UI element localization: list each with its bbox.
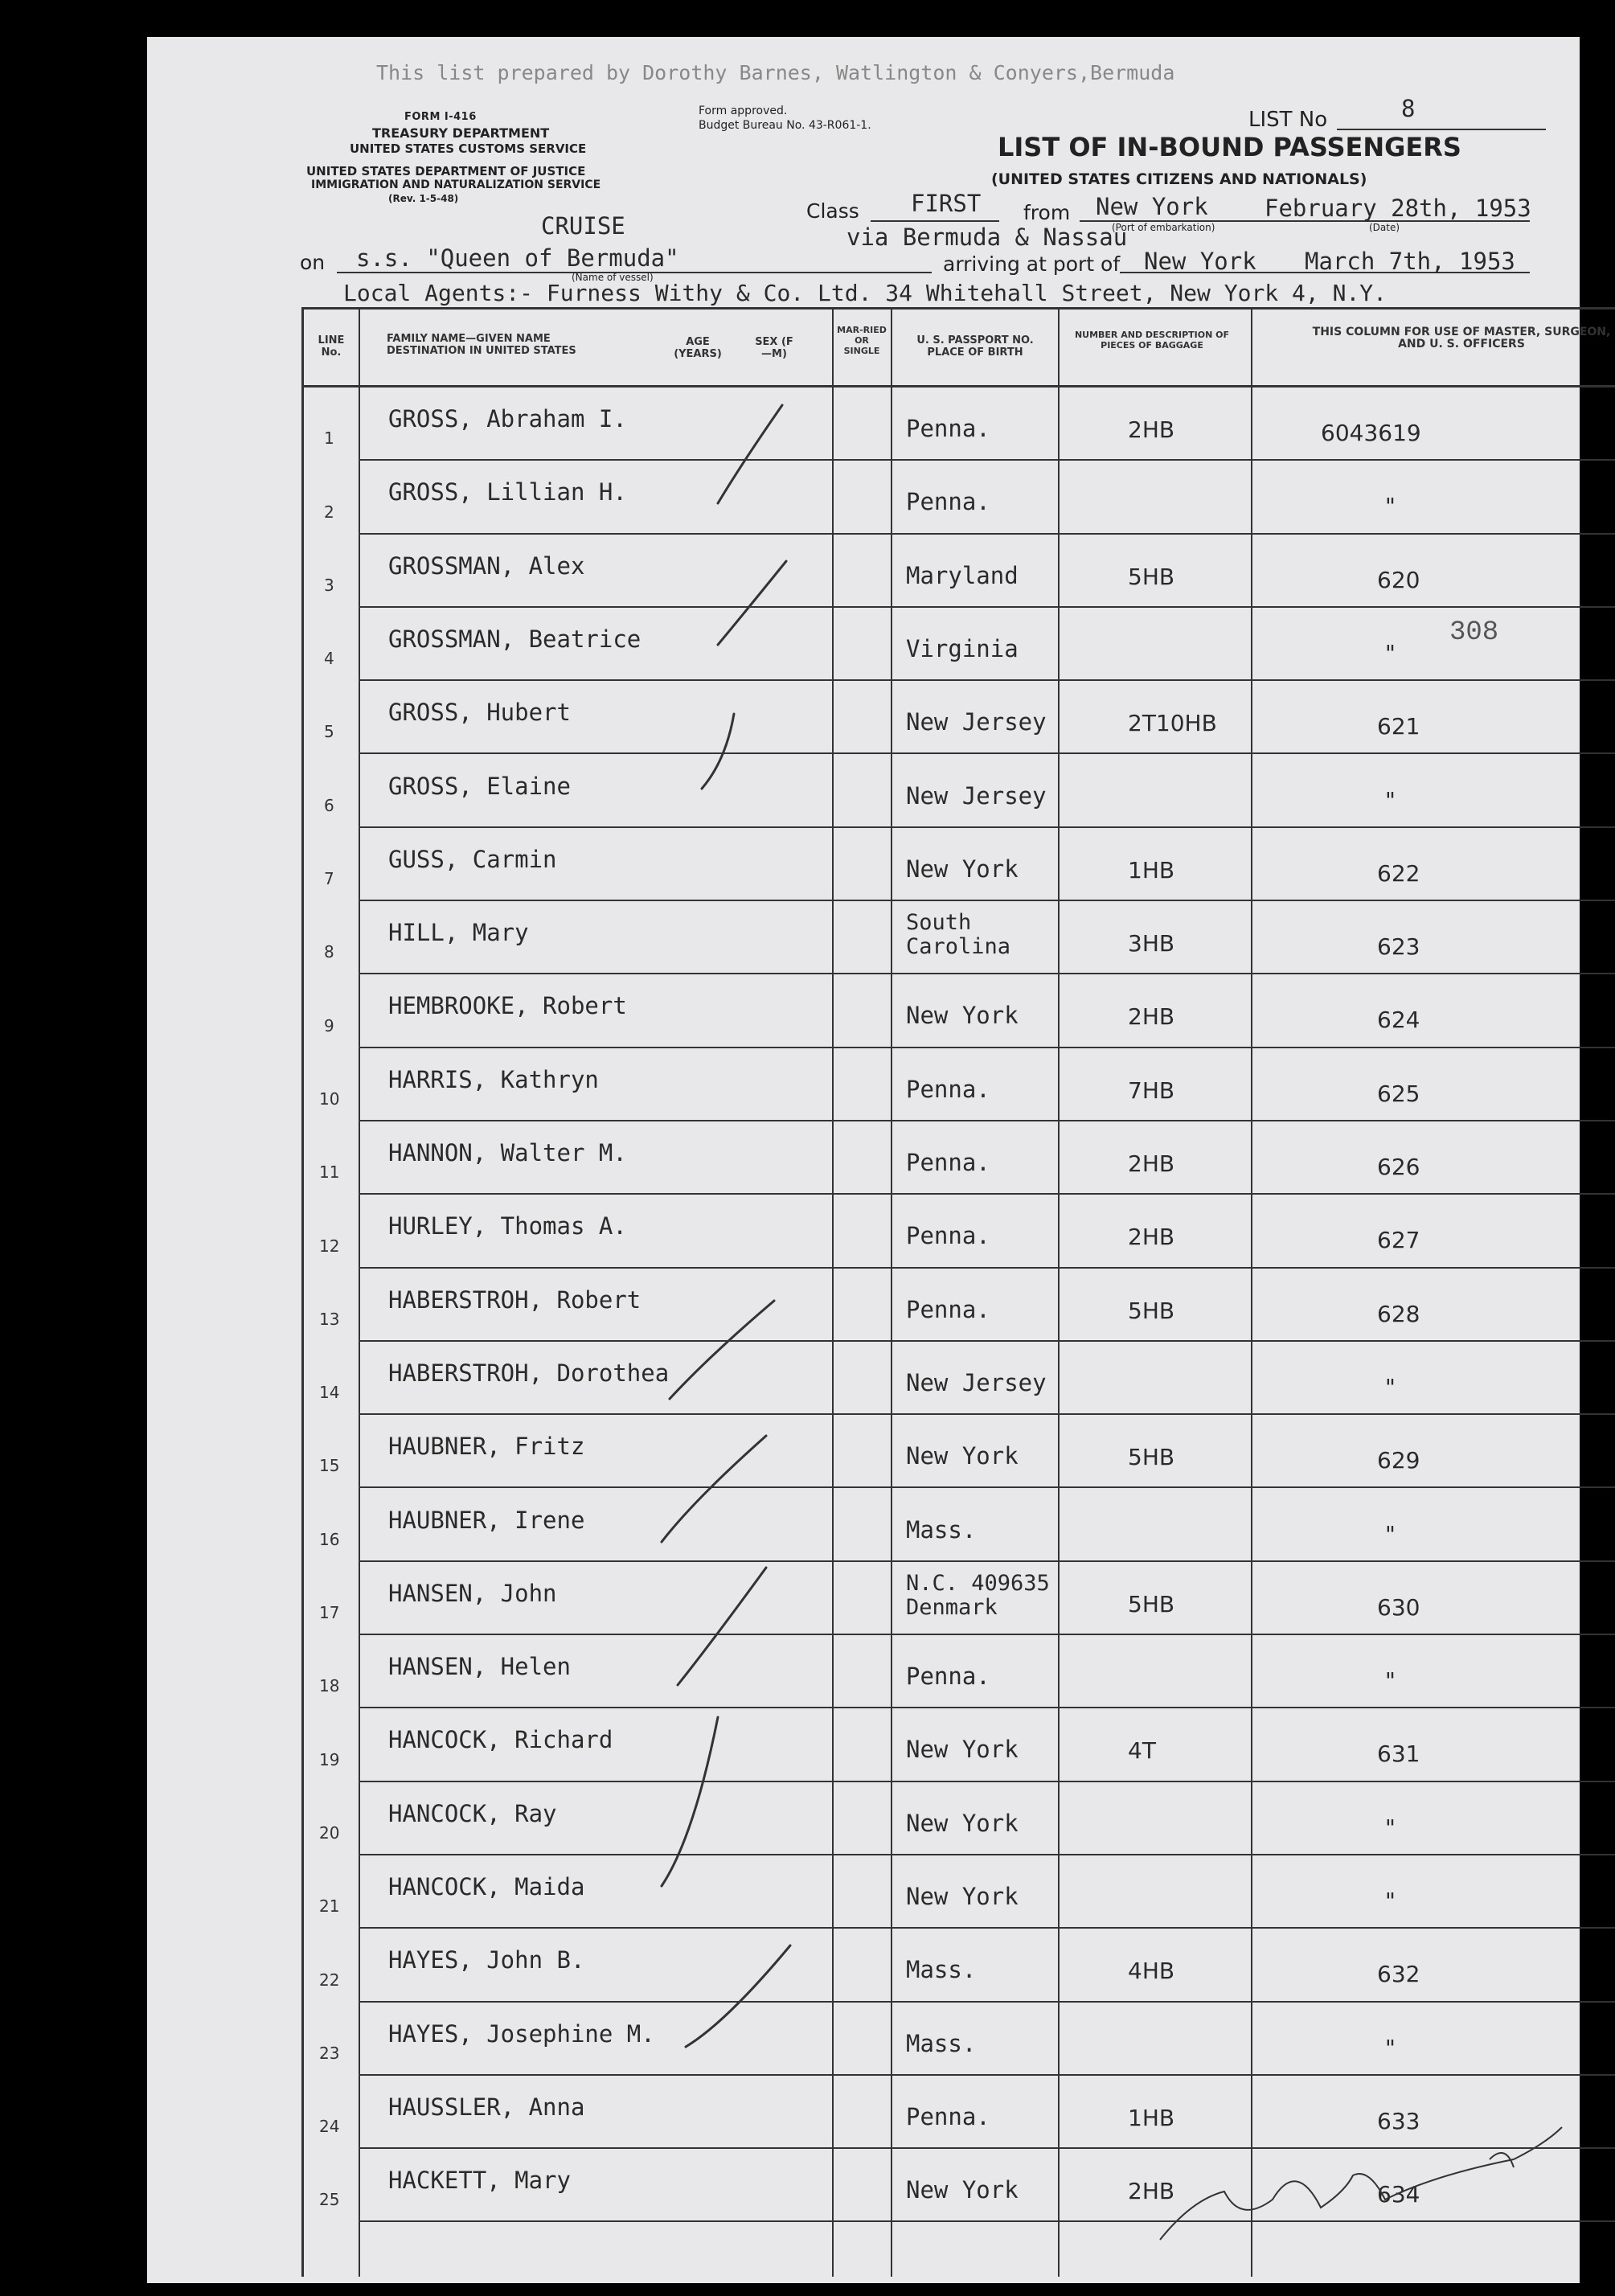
line-number: 23 [319, 2043, 340, 2063]
vessel-name: s.s. "Queen of Bermuda" [356, 244, 679, 272]
line-number: 2 [324, 502, 334, 522]
officer-entry: " [1385, 639, 1396, 666]
place-of-birth: New York [906, 1809, 1019, 1837]
passenger-name: HANCOCK, Richard [388, 1726, 613, 1754]
place-of-birth: New York [906, 1002, 1019, 1030]
class-label: Class [806, 199, 859, 223]
passenger-name: HANCOCK, Ray [388, 1799, 557, 1827]
place-of-birth: New York [906, 1883, 1019, 1910]
line-number: 10 [319, 1089, 340, 1109]
passenger-name: GROSS, Elaine [388, 772, 571, 800]
officer-entry: 622 [1377, 859, 1420, 887]
place-of-birth: Penna. [906, 1075, 990, 1103]
officer-entry: 629 [1377, 1447, 1420, 1474]
passenger-name: HANNON, Walter M. [388, 1139, 627, 1166]
officer-entry: " [1385, 2034, 1396, 2061]
line-number: 25 [319, 2190, 340, 2210]
baggage: 1HB [1128, 856, 1175, 884]
manifest-page [147, 37, 1611, 2283]
from-date: February 28th, 1953 [1265, 195, 1531, 222]
table-row [147, 1489, 1580, 1562]
vessel-caption: (Name of vessel) [572, 272, 654, 283]
place-of-birth: New Jersey [906, 1368, 1047, 1396]
passenger-name: HAUBNER, Irene [388, 1506, 585, 1534]
passenger-name: HACKETT, Mary [388, 2167, 571, 2195]
line-number: 5 [324, 722, 334, 742]
place-of-birth: New Jersey [906, 781, 1047, 810]
officer-entry: 6043619 [1321, 420, 1421, 446]
place-of-birth: Penna. [906, 1295, 990, 1323]
line-number: 12 [319, 1236, 340, 1256]
table-row [147, 755, 1580, 828]
line-number: 6 [324, 795, 334, 815]
baggage: 5HB [1128, 1590, 1175, 1617]
document-subtitle: (UNITED STATES CITIZENS AND NATIONALS) [991, 170, 1367, 188]
passenger-name: HAYES, John B. [388, 1946, 585, 1974]
officer-entry: " [1385, 493, 1396, 520]
arrival-date: March 7th, 1953 [1305, 248, 1515, 275]
officer-entry: 621 [1377, 713, 1420, 740]
table-row [147, 1195, 1580, 1268]
officer-entry: " [1385, 1520, 1396, 1548]
on-label: on [300, 251, 326, 274]
document-title: LIST OF IN-BOUND PASSENGERS [998, 132, 1461, 162]
list-no-label: LIST No [1248, 108, 1328, 132]
place-of-birth: N.C. 409635 Denmark [906, 1570, 1050, 1620]
table-top-border [301, 307, 1615, 310]
baggage: 5HB [1128, 1444, 1175, 1471]
passenger-name: HANSEN, John [388, 1579, 557, 1607]
line-number: 1 [324, 428, 334, 449]
place-of-birth: Mass. [906, 2029, 977, 2057]
table-row [147, 1929, 1580, 2002]
baggage: 2HB [1128, 1150, 1175, 1177]
officer-entry: 631 [1377, 1740, 1420, 1768]
place-of-birth: Penna. [906, 2102, 990, 2130]
table-row [147, 1708, 1580, 1781]
local-agents: Local Agents:- Furness Withy & Co. Ltd. 34 Whitehall Street, New York 4, N.Y. [343, 280, 1388, 306]
place-of-birth: Mass. [906, 1956, 977, 1984]
column-header-passport: U. S. PASSPORT NO. PLACE OF BIRTH [916, 334, 1034, 359]
line-number: 14 [319, 1383, 340, 1403]
officer-entry: 630 [1377, 1593, 1420, 1621]
passenger-name: HILL, Mary [388, 919, 529, 947]
line-number: 19 [319, 1749, 340, 1769]
passenger-name: HANSEN, Helen [388, 1653, 571, 1681]
place-of-birth: Penna. [906, 415, 990, 442]
passenger-name: GUSS, Carmin [388, 845, 557, 873]
class-underline [871, 220, 999, 222]
table-row [147, 1562, 1580, 1635]
line-number: 3 [324, 575, 334, 595]
from-port: New York [1096, 193, 1208, 220]
column-header-officers: THIS COLUMN FOR USE OF MASTER, SURGEON, AND U. S. OFFICERS [1312, 326, 1611, 351]
place-of-birth: South Carolina [906, 910, 1011, 960]
line-number: 11 [319, 1162, 340, 1183]
passenger-name: HABERSTROH, Dorothea [388, 1359, 670, 1387]
officer-entry: 627 [1377, 1227, 1420, 1254]
baggage: 4HB [1128, 1958, 1175, 1985]
list-no-underline [1337, 129, 1546, 130]
table-row [147, 387, 1580, 461]
table-row [147, 1048, 1580, 1121]
place-of-birth: New York [906, 1442, 1019, 1470]
column-header-age: AGE (YEARS) [674, 336, 722, 360]
arriving-label: arriving at port of [943, 252, 1121, 276]
passenger-name: HAUSSLER, Anna [388, 2093, 585, 2121]
officer-entry: 620 [1377, 566, 1420, 593]
customs-service: UNITED STATES CUSTOMS SERVICE [350, 141, 587, 156]
baggage: 2HB [1128, 1224, 1175, 1251]
baggage: 2HB [1128, 1003, 1175, 1031]
baggage: 7HB [1128, 1076, 1175, 1104]
port-caption: (Port of embarkation) [1112, 222, 1215, 233]
table-row [147, 1855, 1580, 1929]
table-row [147, 828, 1580, 901]
passenger-name: HARRIS, Kathryn [388, 1065, 599, 1093]
baggage: 4T [1128, 1737, 1156, 1765]
row4-annotation: 308 [1449, 617, 1499, 648]
passenger-name: GROSS, Hubert [388, 699, 571, 727]
line-number: 16 [319, 1529, 340, 1549]
table-row [147, 2003, 1580, 2076]
place-of-birth: Penna. [906, 1663, 990, 1691]
place-of-birth: Penna. [906, 488, 990, 516]
table-row [147, 901, 1580, 974]
baggage: 1HB [1128, 2104, 1175, 2131]
officer-entry: 626 [1377, 1154, 1420, 1180]
baggage: 3HB [1128, 930, 1175, 957]
table-row [147, 681, 1580, 754]
passenger-name: GROSS, Abraham I. [388, 405, 627, 433]
from-label: from [1023, 201, 1071, 224]
line-number: 13 [319, 1309, 340, 1329]
place-of-birth: Penna. [906, 1149, 990, 1176]
cruise-label: CRUISE [541, 212, 625, 240]
line-number: 7 [324, 869, 334, 889]
form-number: FORM I-416 [404, 111, 477, 123]
table-row [147, 1121, 1580, 1195]
baggage: 2T10HB [1128, 710, 1217, 737]
table-row [147, 608, 1580, 681]
column-header-married: MAR-RIED OR SINGLE [837, 325, 887, 356]
officer-entry: " [1385, 786, 1396, 814]
passenger-name: HANCOCK, Maida [388, 1873, 585, 1900]
table-row [147, 1342, 1580, 1415]
place-of-birth: Mass. [906, 1515, 977, 1544]
date-caption: (Date) [1369, 222, 1400, 233]
column-header-line-no: LINE No. [318, 334, 345, 359]
place-of-birth: Virginia [906, 634, 1019, 662]
row-divider [359, 2220, 1615, 2222]
class-value: FIRST [911, 190, 982, 217]
officer-entry: 634 [1377, 2181, 1420, 2208]
place-of-birth: New York [906, 2176, 1019, 2204]
table-row [147, 2149, 1580, 2222]
line-number: 9 [324, 1015, 334, 1035]
passenger-name: GROSSMAN, Beatrice [388, 625, 641, 653]
department-of-justice: UNITED STATES DEPARTMENT OF JUSTICE [306, 164, 586, 178]
baggage: 2HB [1128, 2178, 1175, 2205]
budget-bureau: Budget Bureau No. 43-R061-1. [699, 119, 871, 132]
baggage: 2HB [1128, 416, 1175, 443]
immigration-service: IMMIGRATION AND NATURALIZATION SERVICE [311, 178, 601, 191]
line-number: 22 [319, 1970, 340, 1990]
table-row [147, 1415, 1580, 1488]
passenger-name: GROSS, Lillian H. [388, 478, 627, 506]
officer-entry: " [1385, 1814, 1396, 1841]
form-approved: Form approved. [699, 105, 788, 117]
passenger-name: HAUBNER, Fritz [388, 1433, 585, 1461]
table-row [147, 2076, 1580, 2149]
column-header-sex: SEX (F—M) [755, 336, 793, 360]
list-no-value: 8 [1401, 95, 1416, 122]
table-row [147, 1782, 1580, 1855]
officer-entry: 623 [1377, 933, 1420, 961]
via-line: via Bermuda & Nassau [846, 223, 1128, 251]
line-number: 18 [319, 1676, 340, 1696]
rev-date: (Rev. 1-5-48) [388, 193, 459, 204]
passenger-name: HEMBROOKE, Robert [388, 992, 627, 1020]
line-number: 20 [319, 1822, 340, 1843]
place-of-birth: New Jersey [906, 708, 1047, 736]
arrival-port: New York [1144, 248, 1256, 275]
table-row [147, 461, 1580, 534]
table-row [147, 1269, 1580, 1342]
line-number: 4 [324, 649, 334, 669]
passenger-name: HABERSTROH, Robert [388, 1285, 641, 1314]
officer-entry: 628 [1377, 1300, 1420, 1327]
line-number: 17 [319, 1603, 340, 1623]
officer-entry: 624 [1377, 1007, 1420, 1034]
column-header-name: FAMILY NAME—GIVEN NAME DESTINATION IN UNITED STATES [387, 333, 576, 357]
line-number: 15 [319, 1456, 340, 1476]
line-number: 24 [319, 2117, 340, 2137]
table-row [147, 535, 1580, 608]
column-header-baggage: NUMBER AND DESCRIPTION OF PIECES OF BAGGAGE [1074, 330, 1230, 351]
baggage: 5HB [1128, 563, 1175, 590]
treasury-department: TREASURY DEPARTMENT [372, 125, 550, 141]
place-of-birth: Maryland [906, 561, 1019, 589]
officer-entry: " [1385, 1373, 1396, 1400]
prepared-by-line: This list prepared by Dorothy Barnes, Watlington & Conyers,Bermuda [376, 61, 1175, 84]
passenger-name: HAYES, Josephine M. [388, 2019, 655, 2048]
line-number: 8 [324, 942, 334, 962]
table-row [147, 1635, 1580, 1708]
officer-entry: " [1385, 1667, 1396, 1695]
passenger-name: GROSSMAN, Alex [388, 551, 585, 580]
place-of-birth: Penna. [906, 1222, 990, 1250]
place-of-birth: New York [906, 1736, 1019, 1764]
line-number: 21 [319, 1896, 340, 1917]
officer-entry: 632 [1377, 1961, 1420, 1988]
place-of-birth: New York [906, 855, 1019, 883]
officer-entry: 625 [1377, 1080, 1420, 1107]
officer-entry: " [1385, 1888, 1396, 1914]
officer-entry: 633 [1377, 2107, 1420, 2134]
table-row [147, 974, 1580, 1048]
passenger-name: HURLEY, Thomas A. [388, 1212, 627, 1240]
baggage: 5HB [1128, 1297, 1175, 1324]
